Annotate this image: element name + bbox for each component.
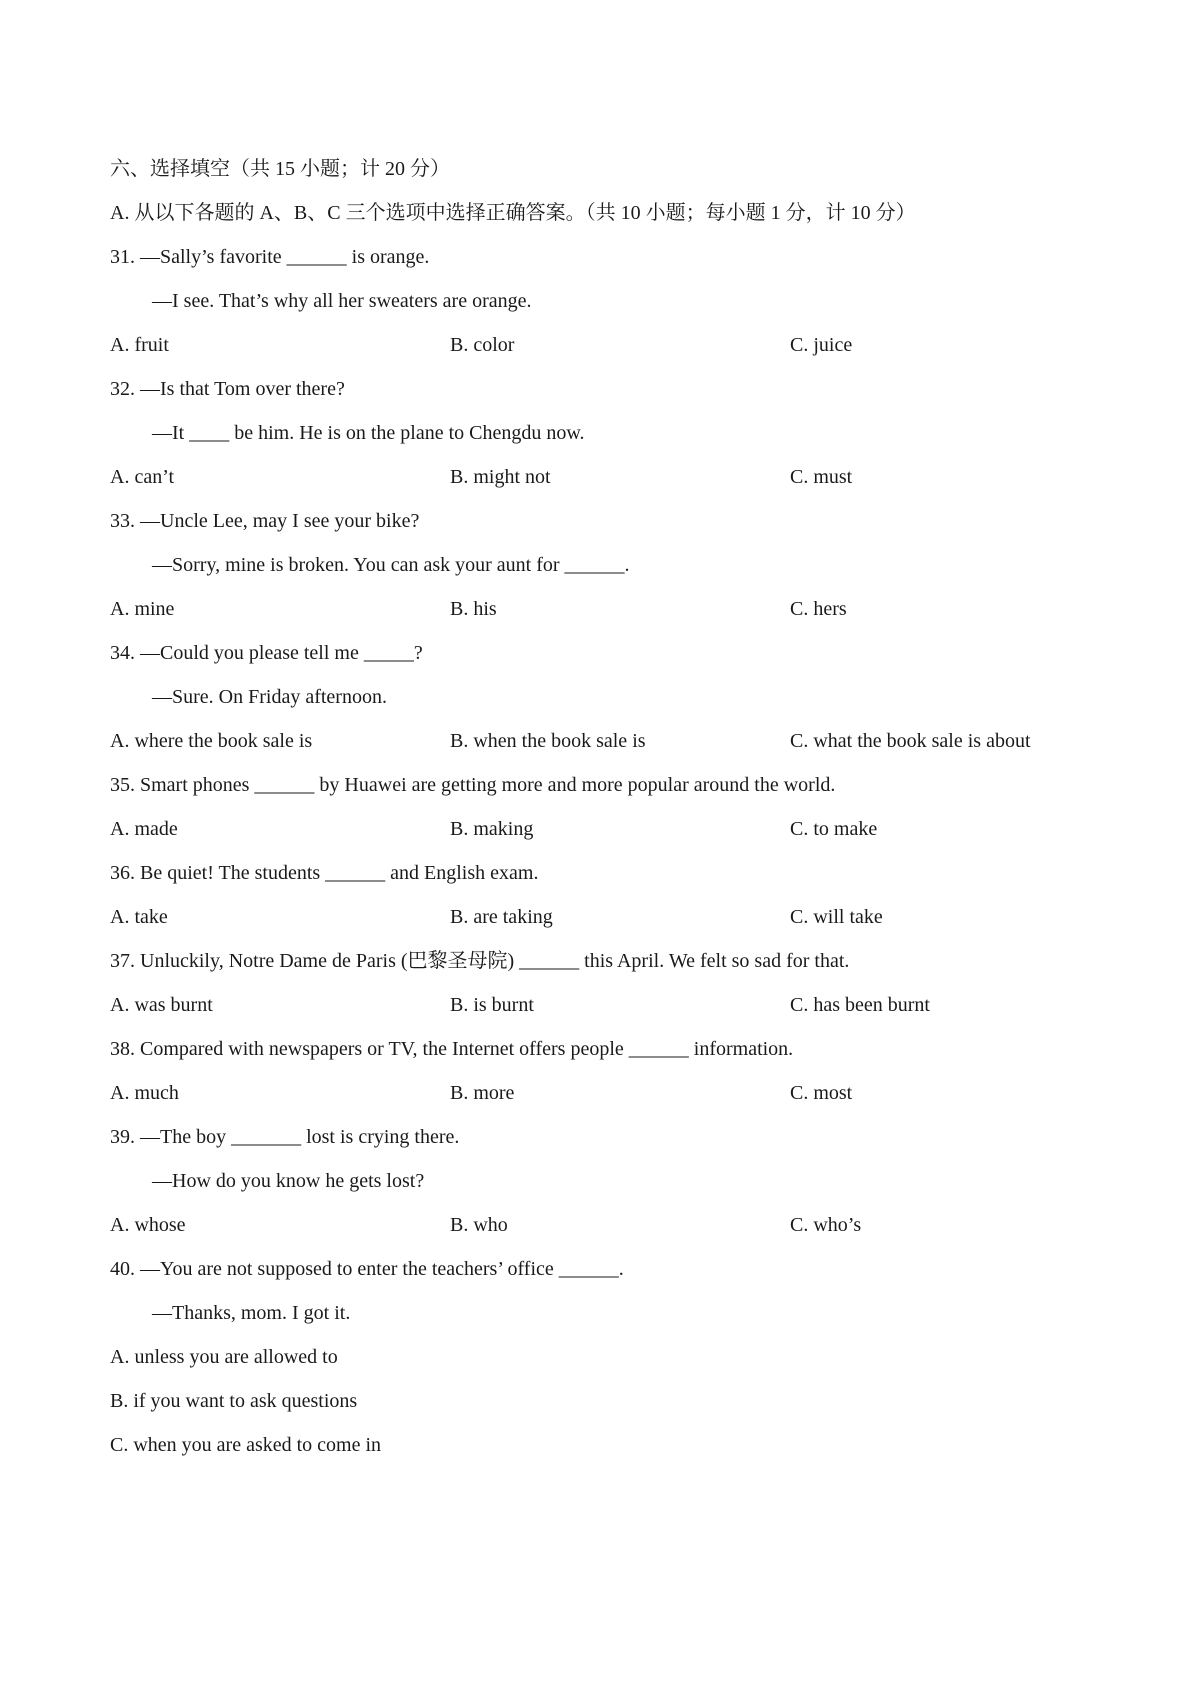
question-33-reply: —Sorry, mine is broken. You can ask your aunt for ______. xyxy=(152,554,630,576)
option-a: A. was burnt xyxy=(110,994,213,1016)
question-39-reply: —How do you know he gets lost? xyxy=(152,1170,425,1192)
option-c: C. who’s xyxy=(790,1214,862,1236)
question-37-stem: 37. Unluckily, Notre Dame de Paris (巴黎圣母院) ______ this April. We felt so sad for that. xyxy=(110,950,850,972)
question-32-stem: 32. —Is that Tom over there? xyxy=(110,378,345,400)
option-c: C. what the book sale is about xyxy=(790,730,1031,752)
question-40-reply: —Thanks, mom. I got it. xyxy=(152,1302,351,1324)
option-b: B. more xyxy=(450,1082,515,1104)
option-b: B. might not xyxy=(450,466,551,488)
question-33-options xyxy=(110,596,1110,622)
option-a: A. fruit xyxy=(110,334,169,356)
option-b: B. are taking xyxy=(450,906,553,928)
option-c: C. juice xyxy=(790,334,853,356)
part-a-instruction: A. 从以下各题的 A、B、C 三个选项中选择正确答案。（共 10 小题；每小题 1 分，计 10 分） xyxy=(110,202,916,224)
question-40-option-a: A. unless you are allowed to xyxy=(110,1346,338,1368)
option-a: A. much xyxy=(110,1082,179,1104)
question-40-option-c: C. when you are asked to come in xyxy=(110,1434,382,1456)
question-31-stem: 31. —Sally’s favorite ______ is orange. xyxy=(110,246,430,268)
question-33-stem: 33. —Uncle Lee, may I see your bike? xyxy=(110,510,420,532)
option-a: A. can’t xyxy=(110,466,175,488)
question-35-stem: 35. Smart phones ______ by Huawei are getting more and more popular around the world. xyxy=(110,774,836,796)
question-35-options xyxy=(110,816,1110,842)
option-a: A. whose xyxy=(110,1214,186,1236)
option-c: C. must xyxy=(790,466,853,488)
question-31-options xyxy=(110,332,1110,358)
option-a: A. take xyxy=(110,906,168,928)
question-32-options xyxy=(110,464,1110,490)
question-34-stem: 34. —Could you please tell me _____? xyxy=(110,642,423,664)
option-b: B. when the book sale is xyxy=(450,730,646,752)
option-b: B. who xyxy=(450,1214,508,1236)
option-c: C. to make xyxy=(790,818,878,840)
question-40-stem: 40. —You are not supposed to enter the teachers’ office ______. xyxy=(110,1258,624,1280)
option-b: B. color xyxy=(450,334,515,356)
question-38-options xyxy=(110,1080,1110,1106)
question-38-stem: 38. Compared with newspapers or TV, the Internet offers people ______ information. xyxy=(110,1038,794,1060)
question-39-options xyxy=(110,1212,1110,1238)
option-b: B. making xyxy=(450,818,534,840)
question-34-reply: —Sure. On Friday afternoon. xyxy=(152,686,387,708)
question-40-option-b: B. if you want to ask questions xyxy=(110,1390,358,1412)
question-34-options xyxy=(110,728,1110,754)
option-a: A. made xyxy=(110,818,178,840)
option-c: C. will take xyxy=(790,906,883,928)
option-c: C. hers xyxy=(790,598,847,620)
option-b: B. is burnt xyxy=(450,994,534,1016)
option-a: A. where the book sale is xyxy=(110,730,313,752)
option-c: C. most xyxy=(790,1082,853,1104)
question-31-reply: —I see. That’s why all her sweaters are orange. xyxy=(152,290,532,312)
option-b: B. his xyxy=(450,598,497,620)
question-39-stem: 39. —The boy _______ lost is crying there. xyxy=(110,1126,460,1148)
option-a: A. mine xyxy=(110,598,175,620)
question-37-options xyxy=(110,992,1110,1018)
question-36-options xyxy=(110,904,1110,930)
section-heading: 六、选择填空（共 15 小题；计 20 分） xyxy=(110,158,450,180)
question-32-reply: —It ____ be him. He is on the plane to Chengdu now. xyxy=(152,422,585,444)
option-c: C. has been burnt xyxy=(790,994,930,1016)
question-36-stem: 36. Be quiet! The students ______ and English exam. xyxy=(110,862,539,884)
